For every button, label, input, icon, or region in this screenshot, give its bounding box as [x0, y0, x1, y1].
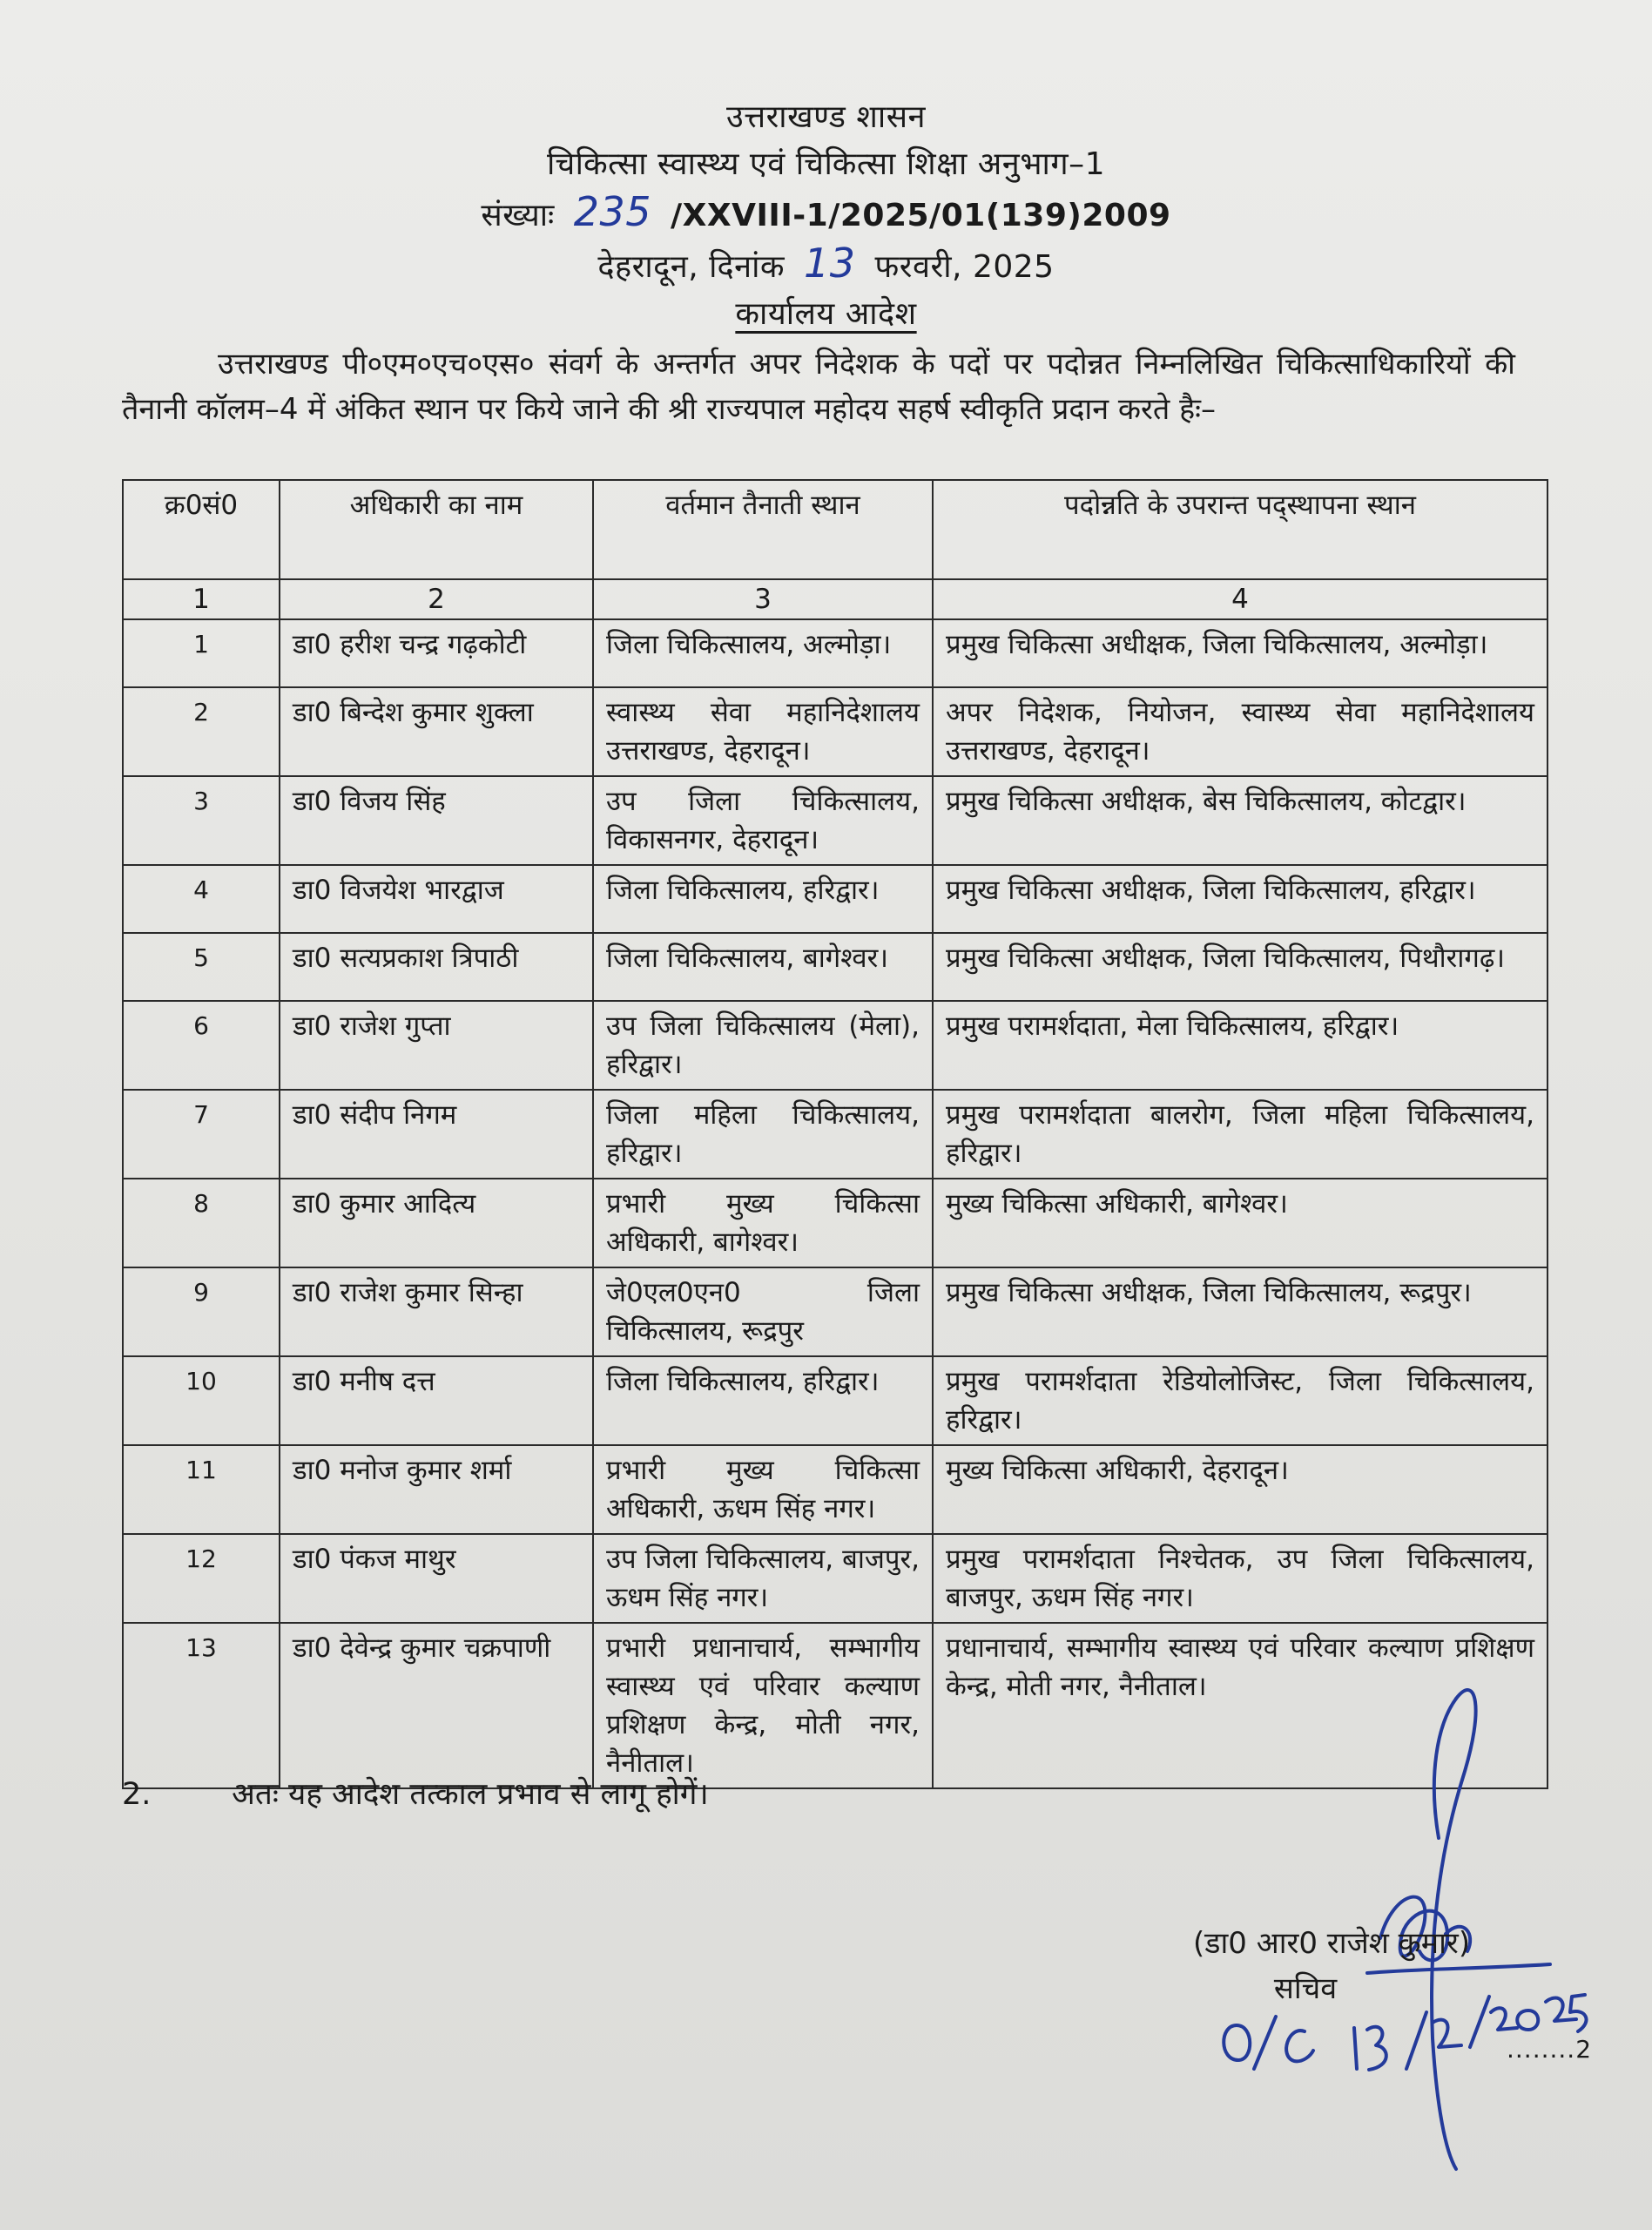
row-officer-name: डा0 राजेश कुमार सिन्हा: [280, 1267, 593, 1356]
row-new-posting: मुख्य चिकित्सा अधिकारी, बागेश्वर।: [933, 1179, 1547, 1267]
row-current-posting: उप जिला चिकित्सालय (मेला), हरिद्वार।: [593, 1001, 933, 1090]
row-new-posting: प्रमुख परामर्शदाता बालरोग, जिला महिला चिकित्सालय, हरिद्वार।: [933, 1090, 1547, 1179]
paragraph-2: [122, 1773, 709, 1814]
signatory-block: [1193, 1921, 1470, 2011]
handwritten-date-day: 13: [804, 240, 856, 287]
column-number: 4: [933, 579, 1547, 619]
row-serial: 6: [123, 1001, 280, 1090]
row-serial: 10: [123, 1356, 280, 1445]
row-serial: 11: [123, 1445, 280, 1534]
row-officer-name: डा0 राजेश गुप्ता: [280, 1001, 593, 1090]
row-current-posting: जिला चिकित्सालय, बागेश्वर।: [593, 933, 933, 1001]
row-officer-name: डा0 सत्यप्रकाश त्रिपाठी: [280, 933, 593, 1001]
page-continuation: ........2: [1507, 2035, 1593, 2064]
row-serial: 7: [123, 1090, 280, 1179]
row-current-posting: प्रभारी मुख्य चिकित्सा अधिकारी, बागेश्वर।: [593, 1179, 933, 1267]
reference-number-line: [0, 188, 1652, 240]
header-new-posting: पदोन्नति के उपरान्त पद्स्थापना स्थान: [933, 480, 1547, 579]
row-serial: 5: [123, 933, 280, 1001]
row-current-posting: जिला महिला चिकित्सालय, हरिद्वार।: [593, 1090, 933, 1179]
row-new-posting: प्रमुख चिकित्सा अधीक्षक, बेस चिकित्सालय, कोटद्वार।: [933, 776, 1547, 865]
row-officer-name: डा0 मनीष दत्त: [280, 1356, 593, 1445]
row-new-posting: प्रमुख चिकित्सा अधीक्षक, जिला चिकित्सालय, हरिद्वार।: [933, 865, 1547, 933]
reference-number-prefix: संख्याः: [481, 198, 555, 233]
row-current-posting: प्रभारी प्रधानाचार्य, सम्भागीय स्वास्थ्य एवं परिवार कल्याण प्रशिक्षण केन्द्र, मोती नगर, नैनीताल।: [593, 1623, 933, 1788]
table-row: [123, 1090, 1547, 1179]
row-officer-name: डा0 पंकज माथुर: [280, 1534, 593, 1623]
paragraph-number: 2.: [122, 1777, 152, 1812]
table-row: [123, 1179, 1547, 1267]
row-new-posting: अपर निदेशक, नियोजन, स्वास्थ्य सेवा महानिदेशालय उत्तराखण्ड, देहरादून।: [933, 687, 1547, 776]
document-header: [0, 94, 1652, 338]
date-prefix: देहरादून, दिनांक: [597, 249, 786, 285]
table-body: [123, 619, 1547, 1788]
table-header-row: [123, 480, 1547, 579]
row-new-posting: प्रधानाचार्य, सम्भागीय स्वास्थ्य एवं परिवार कल्याण प्रशिक्षण केन्द्र, मोती नगर, नैनीताल।: [933, 1623, 1547, 1788]
row-current-posting: उप जिला चिकित्सालय, विकासनगर, देहरादून।: [593, 776, 933, 865]
row-current-posting: स्वास्थ्य सेवा महानिदेशालय उत्तराखण्ड, देहरादून।: [593, 687, 933, 776]
header-serial: क्र0सं0: [123, 480, 280, 579]
table-row: [123, 687, 1547, 776]
row-officer-name: डा0 मनोज कुमार शर्मा: [280, 1445, 593, 1534]
row-serial: 4: [123, 865, 280, 933]
row-officer-name: डा0 बिन्देश कुमार शुक्ला: [280, 687, 593, 776]
row-new-posting: प्रमुख चिकित्सा अधीक्षक, जिला चिकित्सालय, पिथौरागढ़।: [933, 933, 1547, 1001]
row-current-posting: जिला चिकित्सालय, अल्मोड़ा।: [593, 619, 933, 687]
table-row: [123, 1445, 1547, 1534]
posting-table: [122, 479, 1548, 1789]
row-serial: 1: [123, 619, 280, 687]
row-new-posting: प्रमुख चिकित्सा अधीक्षक, जिला चिकित्सालय, अल्मोड़ा।: [933, 619, 1547, 687]
paragraph-text: अतः यह आदेश तत्काल प्रभाव से लागू होगें।: [232, 1777, 709, 1812]
handwritten-reference-number: 235: [573, 188, 652, 235]
column-number: 3: [593, 579, 933, 619]
table-row: [123, 865, 1547, 933]
department-heading: उत्तराखण्ड शासन: [725, 99, 927, 135]
row-officer-name: डा0 देवेन्द्र कुमार चक्रपाणी: [280, 1623, 593, 1788]
reference-number-suffix: /XXVIII-1/2025/01(139)2009: [671, 198, 1171, 233]
row-current-posting: जिला चिकित्सालय, हरिद्वार।: [593, 1356, 933, 1445]
table-row: [123, 1267, 1547, 1356]
intro-paragraph: उत्तराखण्ड पी०एम०एच०एस० संवर्ग के अन्तर्गत अपर निदेशक के पदों पर पदोन्नत निम्नलिखित चिकित्साधिकारियों की तैनानी कॉलम–4 में अंकित स्थान पर किये जाने की श्री राज्यपाल महोदय सहर्ष स्वीकृति प्रदान करते हैः–: [122, 347, 1515, 427]
row-new-posting: प्रमुख चिकित्सा अधीक्षक, जिला चिकित्सालय, रूद्रपुर।: [933, 1267, 1547, 1356]
row-serial: 3: [123, 776, 280, 865]
table-row: [123, 933, 1547, 1001]
row-serial: 12: [123, 1534, 280, 1623]
row-new-posting: प्रमुख परामर्शदाता निश्चेतक, उप जिला चिकित्सालय, बाजपुर, ऊधम सिंह नगर।: [933, 1534, 1547, 1623]
row-new-posting: प्रमुख परामर्शदाता, मेला चिकित्सालय, हरिद्वार।: [933, 1001, 1547, 1090]
row-serial: 2: [123, 687, 280, 776]
order-title: कार्यालय आदेश: [735, 296, 917, 332]
signatory-name: (डा0 आर0 राजेश कुमार): [1193, 1926, 1471, 1961]
header-current-posting: वर्तमान तैनाती स्थान: [593, 480, 933, 579]
table-row: [123, 619, 1547, 687]
row-current-posting: जे0एल0एन0 जिला चिकित्सालय, रूद्रपुर: [593, 1267, 933, 1356]
row-officer-name: डा0 हरीश चन्द्र गढ़कोटी: [280, 619, 593, 687]
row-new-posting: प्रमुख परामर्शदाता रेडियोलोजिस्ट, जिला चिकित्सालय, हरिद्वार।: [933, 1356, 1547, 1445]
row-current-posting: प्रभारी मुख्य चिकित्सा अधिकारी, ऊधम सिंह नगर।: [593, 1445, 933, 1534]
date-line: [0, 240, 1652, 291]
table-row: [123, 1534, 1547, 1623]
row-current-posting: उप जिला चिकित्सालय, बाजपुर, ऊधम सिंह नगर।: [593, 1534, 933, 1623]
row-new-posting: मुख्य चिकित्सा अधिकारी, देहरादून।: [933, 1445, 1547, 1534]
signatory-designation: सचिव: [1273, 1971, 1338, 2006]
row-serial: 13: [123, 1623, 280, 1788]
header-officer-name: अधिकारी का नाम: [280, 480, 593, 579]
row-serial: 9: [123, 1267, 280, 1356]
table-row: [123, 776, 1547, 865]
row-officer-name: डा0 कुमार आदित्य: [280, 1179, 593, 1267]
date-suffix: फरवरी, 2025: [874, 249, 1055, 285]
row-officer-name: डा0 संदीप निगम: [280, 1090, 593, 1179]
column-number: 2: [280, 579, 593, 619]
row-current-posting: जिला चिकित्सालय, हरिद्वार।: [593, 865, 933, 933]
row-officer-name: डा0 विजयेश भारद्वाज: [280, 865, 593, 933]
table-row: [123, 1001, 1547, 1090]
column-number-row: [123, 579, 1547, 619]
row-officer-name: डा0 विजय सिंह: [280, 776, 593, 865]
table-row: [123, 1356, 1547, 1445]
row-serial: 8: [123, 1179, 280, 1267]
column-number: 1: [123, 579, 280, 619]
section-heading: चिकित्सा स्वास्थ्य एवं चिकित्सा शिक्षा अनुभाग–1: [547, 146, 1105, 182]
